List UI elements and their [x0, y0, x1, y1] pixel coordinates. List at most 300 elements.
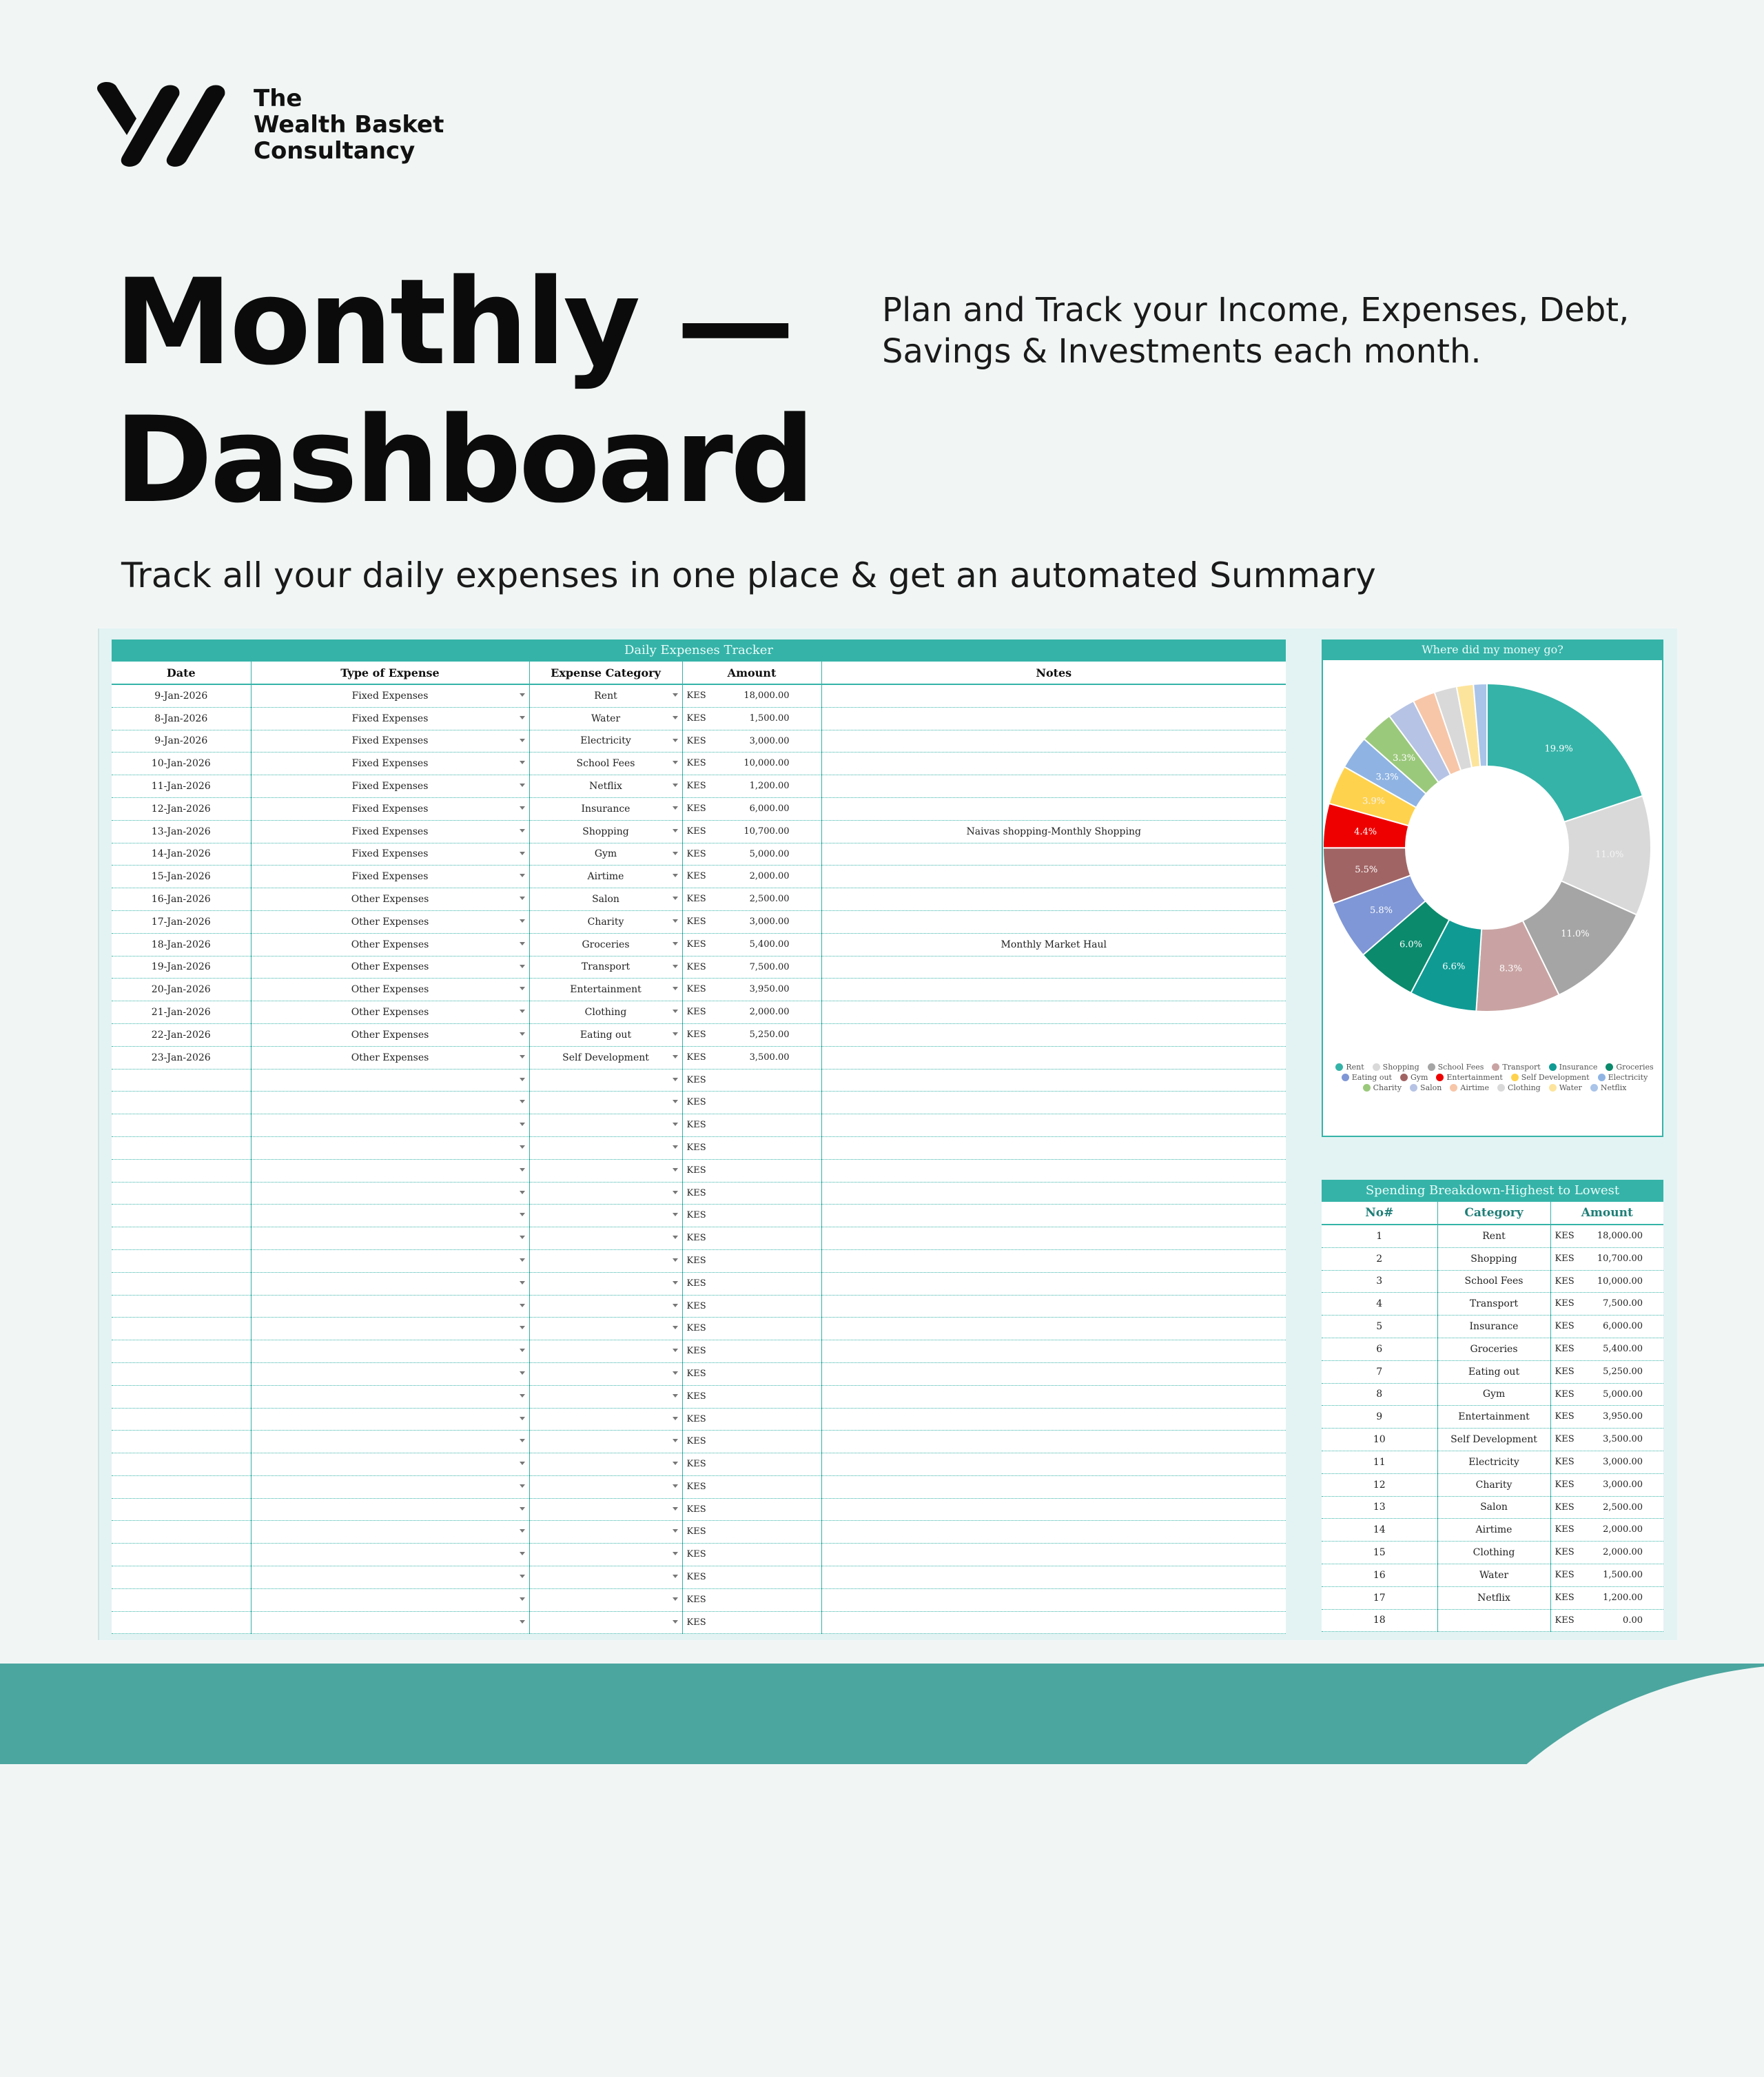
notes-cell[interactable]	[821, 707, 1286, 730]
expense-type-dropdown[interactable]	[251, 1205, 529, 1227]
amount-cell[interactable]	[682, 1475, 821, 1498]
expense-type-dropdown[interactable]	[251, 956, 529, 979]
date-cell[interactable]	[112, 1611, 251, 1634]
date-cell[interactable]	[112, 1498, 251, 1521]
amount-cell[interactable]	[682, 1431, 821, 1453]
dropdown-arrow-icon[interactable]	[673, 1304, 678, 1307]
expense-type-dropdown[interactable]	[251, 843, 529, 866]
notes-cell[interactable]	[821, 1453, 1286, 1476]
expense-category-dropdown[interactable]	[529, 1136, 682, 1159]
dropdown-arrow-icon[interactable]	[520, 1010, 525, 1013]
expense-category-dropdown[interactable]	[529, 1092, 682, 1114]
expense-type-dropdown[interactable]	[251, 933, 529, 956]
expense-type-dropdown[interactable]	[251, 1475, 529, 1498]
expense-type-dropdown[interactable]	[251, 820, 529, 843]
date-cell[interactable]	[112, 1475, 251, 1498]
date-cell[interactable]	[112, 1182, 251, 1205]
expense-type-dropdown[interactable]	[251, 1001, 529, 1024]
notes-cell[interactable]	[821, 1362, 1286, 1385]
dropdown-arrow-icon[interactable]	[520, 761, 525, 764]
dropdown-arrow-icon[interactable]	[520, 1191, 525, 1194]
amount-cell[interactable]	[682, 1092, 821, 1114]
amount-cell[interactable]	[682, 1611, 821, 1634]
expense-category-dropdown[interactable]	[529, 775, 682, 798]
expense-type-dropdown[interactable]	[251, 1114, 529, 1137]
date-cell[interactable]	[112, 1227, 251, 1250]
expense-type-dropdown[interactable]	[251, 753, 529, 775]
date-cell[interactable]	[112, 1249, 251, 1272]
expense-category-dropdown[interactable]	[529, 1249, 682, 1272]
dropdown-arrow-icon[interactable]	[520, 784, 525, 787]
expense-category-dropdown[interactable]	[529, 1362, 682, 1385]
dropdown-arrow-icon[interactable]	[673, 1507, 678, 1511]
date-cell[interactable]	[112, 1318, 251, 1340]
dropdown-arrow-icon[interactable]	[520, 1484, 525, 1488]
notes-cell[interactable]	[821, 1069, 1286, 1092]
date-cell[interactable]	[112, 1069, 251, 1092]
dropdown-arrow-icon[interactable]	[520, 1326, 525, 1329]
expense-category-dropdown[interactable]	[529, 1431, 682, 1453]
expense-type-dropdown[interactable]	[251, 1362, 529, 1385]
notes-cell[interactable]	[821, 888, 1286, 911]
expense-category-dropdown[interactable]	[529, 1272, 682, 1295]
dropdown-arrow-icon[interactable]	[520, 919, 525, 923]
date-cell[interactable]	[112, 1544, 251, 1566]
expense-type-dropdown[interactable]	[251, 1498, 529, 1521]
amount-cell[interactable]	[682, 753, 821, 775]
amount-cell[interactable]	[682, 1566, 821, 1589]
dropdown-arrow-icon[interactable]	[520, 874, 525, 877]
expense-category-dropdown[interactable]	[529, 1566, 682, 1589]
notes-cell[interactable]	[821, 1431, 1286, 1453]
expense-category-dropdown[interactable]	[529, 820, 682, 843]
dropdown-arrow-icon[interactable]	[673, 919, 678, 923]
notes-cell[interactable]	[821, 1611, 1286, 1634]
expense-type-dropdown[interactable]	[251, 684, 529, 707]
dropdown-arrow-icon[interactable]	[673, 874, 678, 877]
dropdown-arrow-icon[interactable]	[520, 1529, 525, 1533]
expense-type-dropdown[interactable]	[251, 1611, 529, 1634]
dropdown-arrow-icon[interactable]	[673, 1055, 678, 1058]
date-cell[interactable]: 10-Jan-2026	[112, 753, 251, 775]
expense-category-dropdown[interactable]	[529, 933, 682, 956]
amount-cell[interactable]	[682, 1362, 821, 1385]
date-cell[interactable]	[112, 1159, 251, 1182]
date-cell[interactable]	[112, 1340, 251, 1363]
dropdown-arrow-icon[interactable]	[673, 1168, 678, 1171]
notes-cell[interactable]	[821, 910, 1286, 933]
dropdown-arrow-icon[interactable]	[673, 1010, 678, 1013]
expense-type-dropdown[interactable]	[251, 797, 529, 820]
expense-category-dropdown[interactable]	[529, 1001, 682, 1024]
expense-type-dropdown[interactable]	[251, 730, 529, 753]
dropdown-arrow-icon[interactable]	[673, 987, 678, 990]
date-cell[interactable]: 8-Jan-2026	[112, 707, 251, 730]
dropdown-arrow-icon[interactable]	[520, 1236, 525, 1239]
notes-cell[interactable]	[821, 1295, 1286, 1318]
expense-type-dropdown[interactable]	[251, 1046, 529, 1069]
dropdown-arrow-icon[interactable]	[520, 1123, 525, 1126]
dropdown-arrow-icon[interactable]	[520, 1078, 525, 1081]
currency-label: KES	[686, 1097, 706, 1108]
amount-cell[interactable]	[682, 1069, 821, 1092]
dropdown-arrow-icon[interactable]	[520, 1349, 525, 1352]
dropdown-arrow-icon[interactable]	[520, 1258, 525, 1262]
date-cell[interactable]: 9-Jan-2026	[112, 684, 251, 707]
notes-cell[interactable]	[821, 1544, 1286, 1566]
expense-category-dropdown[interactable]	[529, 1159, 682, 1182]
expense-category-dropdown[interactable]	[529, 1498, 682, 1521]
expense-category-dropdown[interactable]	[529, 1340, 682, 1363]
notes-cell[interactable]	[821, 684, 1286, 707]
dropdown-arrow-icon[interactable]	[673, 1597, 678, 1601]
dropdown-arrow-icon[interactable]	[673, 1258, 678, 1262]
dropdown-arrow-icon[interactable]	[673, 716, 678, 719]
date-cell[interactable]	[112, 1408, 251, 1431]
dropdown-arrow-icon[interactable]	[673, 965, 678, 968]
dropdown-arrow-icon[interactable]	[673, 1529, 678, 1533]
notes-cell[interactable]	[821, 1318, 1286, 1340]
expense-type-dropdown[interactable]	[251, 1521, 529, 1544]
notes-cell[interactable]	[821, 1408, 1286, 1431]
date-cell[interactable]	[112, 1136, 251, 1159]
dropdown-arrow-icon[interactable]	[520, 852, 525, 855]
notes-cell[interactable]	[821, 730, 1286, 753]
notes-cell[interactable]	[821, 1498, 1286, 1521]
notes-cell[interactable]	[821, 979, 1286, 1001]
expense-category-dropdown[interactable]	[529, 730, 682, 753]
expense-type-dropdown[interactable]	[251, 1408, 529, 1431]
expense-category-dropdown[interactable]	[529, 866, 682, 888]
expense-category-dropdown[interactable]	[529, 1385, 682, 1408]
expense-type-dropdown[interactable]	[251, 1431, 529, 1453]
dropdown-arrow-icon[interactable]	[673, 1575, 678, 1578]
expense-category-dropdown[interactable]	[529, 979, 682, 1001]
expense-category-dropdown[interactable]	[529, 843, 682, 866]
amount-cell[interactable]	[682, 1385, 821, 1408]
dropdown-arrow-icon[interactable]	[520, 1394, 525, 1398]
notes-cell[interactable]	[821, 1092, 1286, 1114]
dropdown-arrow-icon[interactable]	[520, 1462, 525, 1465]
expense-type-dropdown[interactable]	[251, 1272, 529, 1295]
date-cell[interactable]: 18-Jan-2026	[112, 933, 251, 956]
expense-type-dropdown[interactable]	[251, 1182, 529, 1205]
expense-category-dropdown[interactable]	[529, 1227, 682, 1250]
dropdown-arrow-icon[interactable]	[520, 1281, 525, 1285]
dropdown-arrow-icon[interactable]	[520, 987, 525, 990]
dropdown-arrow-icon[interactable]	[520, 806, 525, 810]
dropdown-arrow-icon[interactable]	[673, 761, 678, 764]
dropdown-arrow-icon[interactable]	[520, 1552, 525, 1555]
dropdown-arrow-icon[interactable]	[520, 1032, 525, 1036]
date-cell[interactable]	[112, 1566, 251, 1589]
dropdown-arrow-icon[interactable]	[673, 739, 678, 742]
dropdown-arrow-icon[interactable]	[520, 1055, 525, 1058]
amount-cell[interactable]	[682, 1023, 821, 1046]
dropdown-arrow-icon[interactable]	[673, 1417, 678, 1420]
expense-category-dropdown[interactable]	[529, 1046, 682, 1069]
date-cell[interactable]: 20-Jan-2026	[112, 979, 251, 1001]
dropdown-arrow-icon[interactable]	[673, 897, 678, 900]
expense-category-dropdown[interactable]	[529, 910, 682, 933]
amount-cell[interactable]	[682, 1340, 821, 1363]
dropdown-arrow-icon[interactable]	[673, 1213, 678, 1216]
expense-type-dropdown[interactable]	[251, 1385, 529, 1408]
notes-cell[interactable]	[821, 1272, 1286, 1295]
expense-category-dropdown[interactable]	[529, 1544, 682, 1566]
date-cell[interactable]	[112, 1114, 251, 1137]
dropdown-arrow-icon[interactable]	[520, 693, 525, 697]
date-cell[interactable]: 11-Jan-2026	[112, 775, 251, 798]
expense-category-dropdown[interactable]	[529, 753, 682, 775]
notes-cell[interactable]	[821, 797, 1286, 820]
dropdown-arrow-icon[interactable]	[520, 716, 525, 719]
amount-cell[interactable]	[682, 1521, 821, 1544]
notes-cell[interactable]	[821, 866, 1286, 888]
expense-category-dropdown[interactable]	[529, 1023, 682, 1046]
amount-cell[interactable]	[682, 684, 821, 707]
amount-cell[interactable]	[682, 820, 821, 843]
dropdown-arrow-icon[interactable]	[520, 1371, 525, 1375]
date-cell[interactable]: 19-Jan-2026	[112, 956, 251, 979]
notes-cell[interactable]: Naivas shopping-Monthly Shopping	[821, 820, 1286, 843]
amount-cell[interactable]	[682, 775, 821, 798]
dropdown-arrow-icon[interactable]	[673, 1078, 678, 1081]
expense-type-dropdown[interactable]	[251, 979, 529, 1001]
expense-category-dropdown[interactable]	[529, 797, 682, 820]
dropdown-arrow-icon[interactable]	[673, 1191, 678, 1194]
notes-cell[interactable]	[821, 1475, 1286, 1498]
notes-cell[interactable]	[821, 1340, 1286, 1363]
expense-category-dropdown[interactable]	[529, 1205, 682, 1227]
date-cell[interactable]: 14-Jan-2026	[112, 843, 251, 866]
dropdown-arrow-icon[interactable]	[520, 1213, 525, 1216]
expense-type-dropdown[interactable]	[251, 1227, 529, 1250]
date-cell[interactable]	[112, 1453, 251, 1476]
dropdown-arrow-icon[interactable]	[673, 1349, 678, 1352]
notes-cell[interactable]	[821, 1114, 1286, 1137]
dropdown-arrow-icon[interactable]	[673, 806, 678, 810]
date-cell[interactable]	[112, 1362, 251, 1385]
date-cell[interactable]: 15-Jan-2026	[112, 866, 251, 888]
amount-value: 3,950.00	[749, 984, 790, 995]
amount-cell[interactable]	[682, 979, 821, 1001]
date-cell[interactable]: 22-Jan-2026	[112, 1023, 251, 1046]
dropdown-arrow-icon[interactable]	[520, 829, 525, 832]
notes-cell[interactable]	[821, 753, 1286, 775]
dropdown-arrow-icon[interactable]	[673, 1236, 678, 1239]
dropdown-arrow-icon[interactable]	[520, 1620, 525, 1624]
amount-cell[interactable]	[682, 1249, 821, 1272]
dropdown-arrow-icon[interactable]	[673, 1326, 678, 1329]
notes-cell[interactable]	[821, 1521, 1286, 1544]
expense-type-dropdown[interactable]	[251, 1318, 529, 1340]
date-cell[interactable]	[112, 1272, 251, 1295]
dropdown-arrow-icon[interactable]	[673, 942, 678, 945]
expense-type-dropdown[interactable]	[251, 866, 529, 888]
expense-category-dropdown[interactable]	[529, 1408, 682, 1431]
amount-cell[interactable]	[682, 1159, 821, 1182]
date-cell[interactable]	[112, 1431, 251, 1453]
expense-category-dropdown[interactable]	[529, 888, 682, 911]
expense-type-dropdown[interactable]	[251, 1069, 529, 1092]
amount-cell[interactable]	[682, 797, 821, 820]
amount-cell[interactable]	[682, 956, 821, 979]
dropdown-arrow-icon[interactable]	[673, 1123, 678, 1126]
notes-cell[interactable]	[821, 843, 1286, 866]
expense-type-dropdown[interactable]	[251, 888, 529, 911]
amount-cell[interactable]	[682, 1114, 821, 1137]
expense-category-dropdown[interactable]	[529, 1588, 682, 1611]
expense-type-dropdown[interactable]	[251, 1588, 529, 1611]
amount-cell[interactable]	[682, 1318, 821, 1340]
notes-cell[interactable]	[821, 1001, 1286, 1024]
notes-cell[interactable]	[821, 1227, 1286, 1250]
notes-cell[interactable]	[821, 1136, 1286, 1159]
dropdown-arrow-icon[interactable]	[673, 693, 678, 697]
amount-cell[interactable]	[682, 1588, 821, 1611]
dropdown-arrow-icon[interactable]	[520, 1597, 525, 1601]
dropdown-arrow-icon[interactable]	[673, 852, 678, 855]
expense-type-dropdown[interactable]	[251, 1340, 529, 1363]
notes-cell[interactable]	[821, 1205, 1286, 1227]
dropdown-arrow-icon[interactable]	[520, 1100, 525, 1103]
dropdown-arrow-icon[interactable]	[520, 1304, 525, 1307]
amount-cell[interactable]	[682, 933, 821, 956]
expense-type-dropdown[interactable]	[251, 910, 529, 933]
dropdown-arrow-icon[interactable]	[673, 1439, 678, 1442]
expense-type-dropdown[interactable]	[251, 1544, 529, 1566]
notes-cell[interactable]	[821, 1249, 1286, 1272]
expense-type-dropdown[interactable]	[251, 1453, 529, 1476]
date-cell[interactable]: 23-Jan-2026	[112, 1046, 251, 1069]
expense-type-dropdown[interactable]	[251, 1159, 529, 1182]
expense-type-dropdown[interactable]	[251, 1249, 529, 1272]
amount-cell[interactable]	[682, 730, 821, 753]
dropdown-arrow-icon[interactable]	[673, 1462, 678, 1465]
amount-cell[interactable]	[682, 843, 821, 866]
date-cell[interactable]: 9-Jan-2026	[112, 730, 251, 753]
expense-category-dropdown[interactable]	[529, 1182, 682, 1205]
dropdown-arrow-icon[interactable]	[673, 1394, 678, 1398]
dropdown-arrow-icon[interactable]	[673, 1281, 678, 1285]
notes-cell[interactable]: Monthly Market Haul	[821, 933, 1286, 956]
notes-cell[interactable]	[821, 775, 1286, 798]
dropdown-arrow-icon[interactable]	[520, 965, 525, 968]
notes-cell[interactable]	[821, 1566, 1286, 1589]
notes-cell[interactable]	[821, 1182, 1286, 1205]
expense-type-dropdown[interactable]	[251, 1566, 529, 1589]
dropdown-arrow-icon[interactable]	[673, 784, 678, 787]
expense-type-dropdown[interactable]	[251, 1136, 529, 1159]
dropdown-arrow-icon[interactable]	[520, 1507, 525, 1511]
amount-cell[interactable]	[682, 888, 821, 911]
currency-label: KES	[686, 713, 706, 724]
notes-cell[interactable]	[821, 1046, 1286, 1069]
expense-type-dropdown[interactable]	[251, 1295, 529, 1318]
expense-category-dropdown[interactable]	[529, 1295, 682, 1318]
expense-type-dropdown[interactable]	[251, 707, 529, 730]
expense-category-dropdown[interactable]	[529, 956, 682, 979]
date-cell[interactable]: 13-Jan-2026	[112, 820, 251, 843]
expense-category-dropdown[interactable]	[529, 1069, 682, 1092]
date-cell[interactable]	[112, 1588, 251, 1611]
notes-cell[interactable]	[821, 1385, 1286, 1408]
amount-cell[interactable]	[682, 1205, 821, 1227]
dropdown-arrow-icon[interactable]	[520, 1145, 525, 1149]
expense-category-dropdown[interactable]	[529, 684, 682, 707]
dropdown-arrow-icon[interactable]	[673, 1371, 678, 1375]
amount-cell[interactable]	[682, 1227, 821, 1250]
date-cell[interactable]: 12-Jan-2026	[112, 797, 251, 820]
tracker-row	[112, 956, 1286, 979]
amount-cell[interactable]	[682, 1295, 821, 1318]
expense-category-dropdown[interactable]	[529, 707, 682, 730]
date-cell[interactable]	[112, 1205, 251, 1227]
dropdown-arrow-icon[interactable]	[673, 1620, 678, 1624]
amount-cell[interactable]	[682, 1544, 821, 1566]
date-cell[interactable]: 16-Jan-2026	[112, 888, 251, 911]
dropdown-arrow-icon[interactable]	[673, 1145, 678, 1149]
dropdown-arrow-icon[interactable]	[520, 1575, 525, 1578]
dropdown-arrow-icon[interactable]	[520, 1168, 525, 1171]
amount-cell[interactable]	[682, 1136, 821, 1159]
dropdown-arrow-icon[interactable]	[673, 829, 678, 832]
dropdown-arrow-icon[interactable]	[520, 942, 525, 945]
dropdown-arrow-icon[interactable]	[520, 1417, 525, 1420]
date-cell[interactable]: 17-Jan-2026	[112, 910, 251, 933]
amount-cell[interactable]	[682, 1408, 821, 1431]
expense-type-dropdown[interactable]	[251, 1092, 529, 1114]
expense-category-dropdown[interactable]	[529, 1475, 682, 1498]
date-cell[interactable]	[112, 1092, 251, 1114]
expense-type-dropdown[interactable]	[251, 775, 529, 798]
date-cell[interactable]: 21-Jan-2026	[112, 1001, 251, 1024]
amount-cell[interactable]	[682, 910, 821, 933]
expense-category-dropdown[interactable]	[529, 1611, 682, 1634]
amount-cell[interactable]	[682, 707, 821, 730]
expense-category-dropdown[interactable]	[529, 1453, 682, 1476]
amount-cell[interactable]	[682, 1001, 821, 1024]
expense-category-dropdown[interactable]	[529, 1114, 682, 1137]
amount-cell[interactable]	[682, 1498, 821, 1521]
currency-label: KES	[686, 1346, 706, 1357]
expense-category-value: Entertainment	[570, 984, 642, 996]
notes-cell[interactable]	[821, 956, 1286, 979]
notes-cell[interactable]	[821, 1588, 1286, 1611]
dropdown-arrow-icon[interactable]	[673, 1100, 678, 1103]
dropdown-arrow-icon[interactable]	[673, 1552, 678, 1555]
notes-cell[interactable]	[821, 1023, 1286, 1046]
expense-category-dropdown[interactable]	[529, 1318, 682, 1340]
amount-cell[interactable]	[682, 1182, 821, 1205]
amount-cell[interactable]	[682, 1046, 821, 1069]
date-cell[interactable]	[112, 1385, 251, 1408]
expense-category-dropdown[interactable]	[529, 1521, 682, 1544]
amount-cell[interactable]	[682, 1272, 821, 1295]
amount-cell[interactable]	[682, 1453, 821, 1476]
notes-cell[interactable]	[821, 1159, 1286, 1182]
amount-cell[interactable]	[682, 866, 821, 888]
expense-type-dropdown[interactable]	[251, 1023, 529, 1046]
dropdown-arrow-icon[interactable]	[520, 739, 525, 742]
dropdown-arrow-icon[interactable]	[520, 1439, 525, 1442]
dropdown-arrow-icon[interactable]	[673, 1484, 678, 1488]
date-cell[interactable]	[112, 1521, 251, 1544]
dropdown-arrow-icon[interactable]	[520, 897, 525, 900]
dropdown-arrow-icon[interactable]	[673, 1032, 678, 1036]
date-cell[interactable]	[112, 1295, 251, 1318]
